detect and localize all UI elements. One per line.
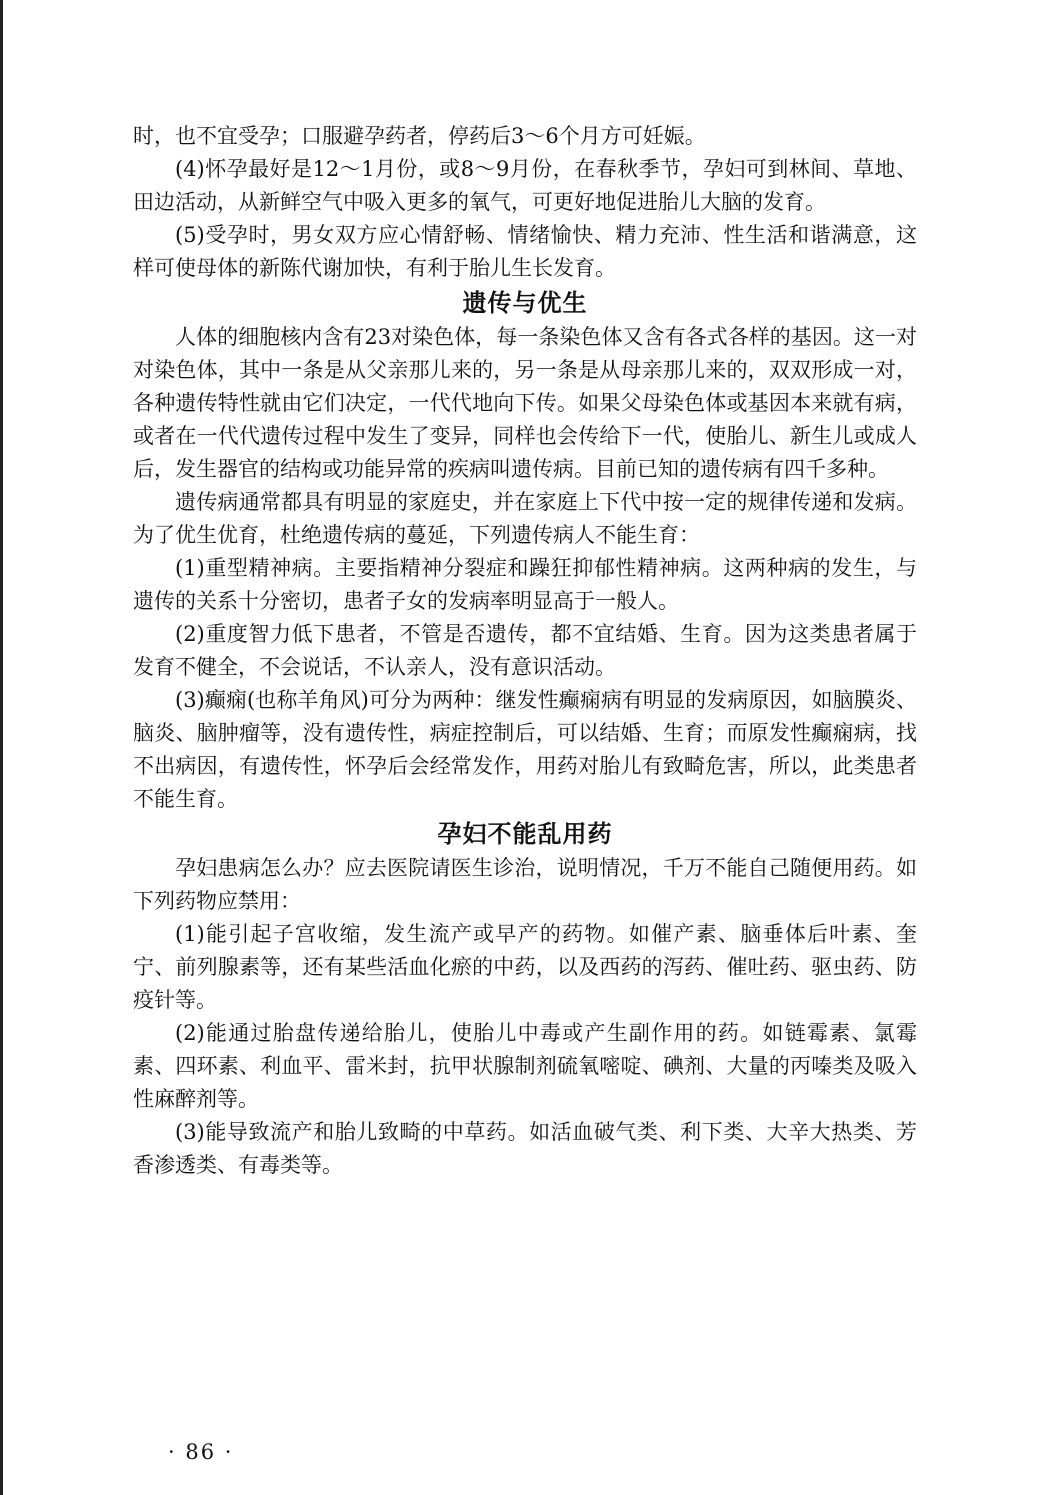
intro-paragraph-2: (4)怀孕最好是12～1月份，或8～9月份，在春秋季节，孕妇可到林间、草地、田边活动，从新鲜空气中吸入更多的氧气，可更好地促进胎儿大脑的发育。 <box>133 157 917 214</box>
heredity-paragraph-1: 人体的细胞核内含有23对染色体，每一条染色体又含有各式各样的基因。这一对对染色体，其中一条是从父亲那儿来的，另一条是从母亲那儿来的，双双形成一对，各种遗传特性就由它们决定，一代代地向下传。如果父母染色体或基因本来就有病，或者在一代代遗传过程中发生了变异，同样也会传给下一代，使胎儿、新生儿或成人后，发生器官的结构或功能异常的疾病叫遗传病。目前已知的遗传病有四千多种。 <box>133 325 917 481</box>
intro-paragraph-1: 时，也不宜受孕；口服避孕药者，停药后3～6个月方可妊娠。 <box>133 124 706 148</box>
page-edge <box>0 0 3 1495</box>
page-number: · 86 · <box>168 1440 234 1464</box>
section-title-medication: 孕妇不能乱用药 <box>437 820 613 848</box>
medication-paragraph-1: 孕妇患病怎么办？应去医院请医生诊治，说明情况，千万不能自己随便用药。如下列药物应禁用： <box>133 856 917 913</box>
page-content <box>133 120 917 1182</box>
medication-paragraph-3: (2)能通过胎盘传递给胎儿，使胎儿中毒或产生副作用的药。如链霉素、氯霉素、四环素、利血平、雷米封，抗甲状腺制剂硫氧嘧啶、碘剂、大量的丙嗪类及吸入性麻醉剂等。 <box>133 1021 917 1111</box>
heredity-paragraph-2: 遗传病通常都具有明显的家庭史，并在家庭上下代中按一定的规律传递和发病。为了优生优育，杜绝遗传病的蔓延，下列遗传病人不能生育： <box>133 490 917 547</box>
heredity-paragraph-3: (1)重型精神病。主要指精神分裂症和躁狂抑郁性精神病。这两种病的发生，与遗传的关系十分密切，患者子女的发病率明显高于一般人。 <box>133 556 917 613</box>
section-title-heredity: 遗传与优生 <box>462 289 588 317</box>
medication-paragraph-2: (1)能引起子宫收缩，发生流产或早产的药物。如催产素、脑垂体后叶素、奎宁、前列腺素等，还有某些活血化瘀的中药，以及西药的泻药、催吐药、驱虫药、防疫针等。 <box>133 922 917 1012</box>
intro-paragraph-3: (5)受孕时，男女双方应心情舒畅、情绪愉快、精力充沛、性生活和谐满意，这样可使母体的新陈代谢加快，有利于胎儿生长发育。 <box>133 223 917 280</box>
heredity-paragraph-4: (2)重度智力低下患者，不管是否遗传，都不宜结婚、生育。因为这类患者属于发育不健全，不会说话，不认亲人，没有意识活动。 <box>133 622 917 679</box>
medication-paragraph-4: (3)能导致流产和胎儿致畸的中草药。如活血破气类、利下类、大辛大热类、芳香渗透类、有毒类等。 <box>133 1120 917 1177</box>
heredity-paragraph-5: (3)癫痫(也称羊角风)可分为两种：继发性癫痫病有明显的发病原因，如脑膜炎、脑炎、脑肿瘤等，没有遗传性，病症控制后，可以结婚、生育；而原发性癫痫病，找不出病因，有遗传性，怀孕后会经常发作，用药对胎儿有致畸危害，所以，此类患者不能生育。 <box>133 688 917 811</box>
